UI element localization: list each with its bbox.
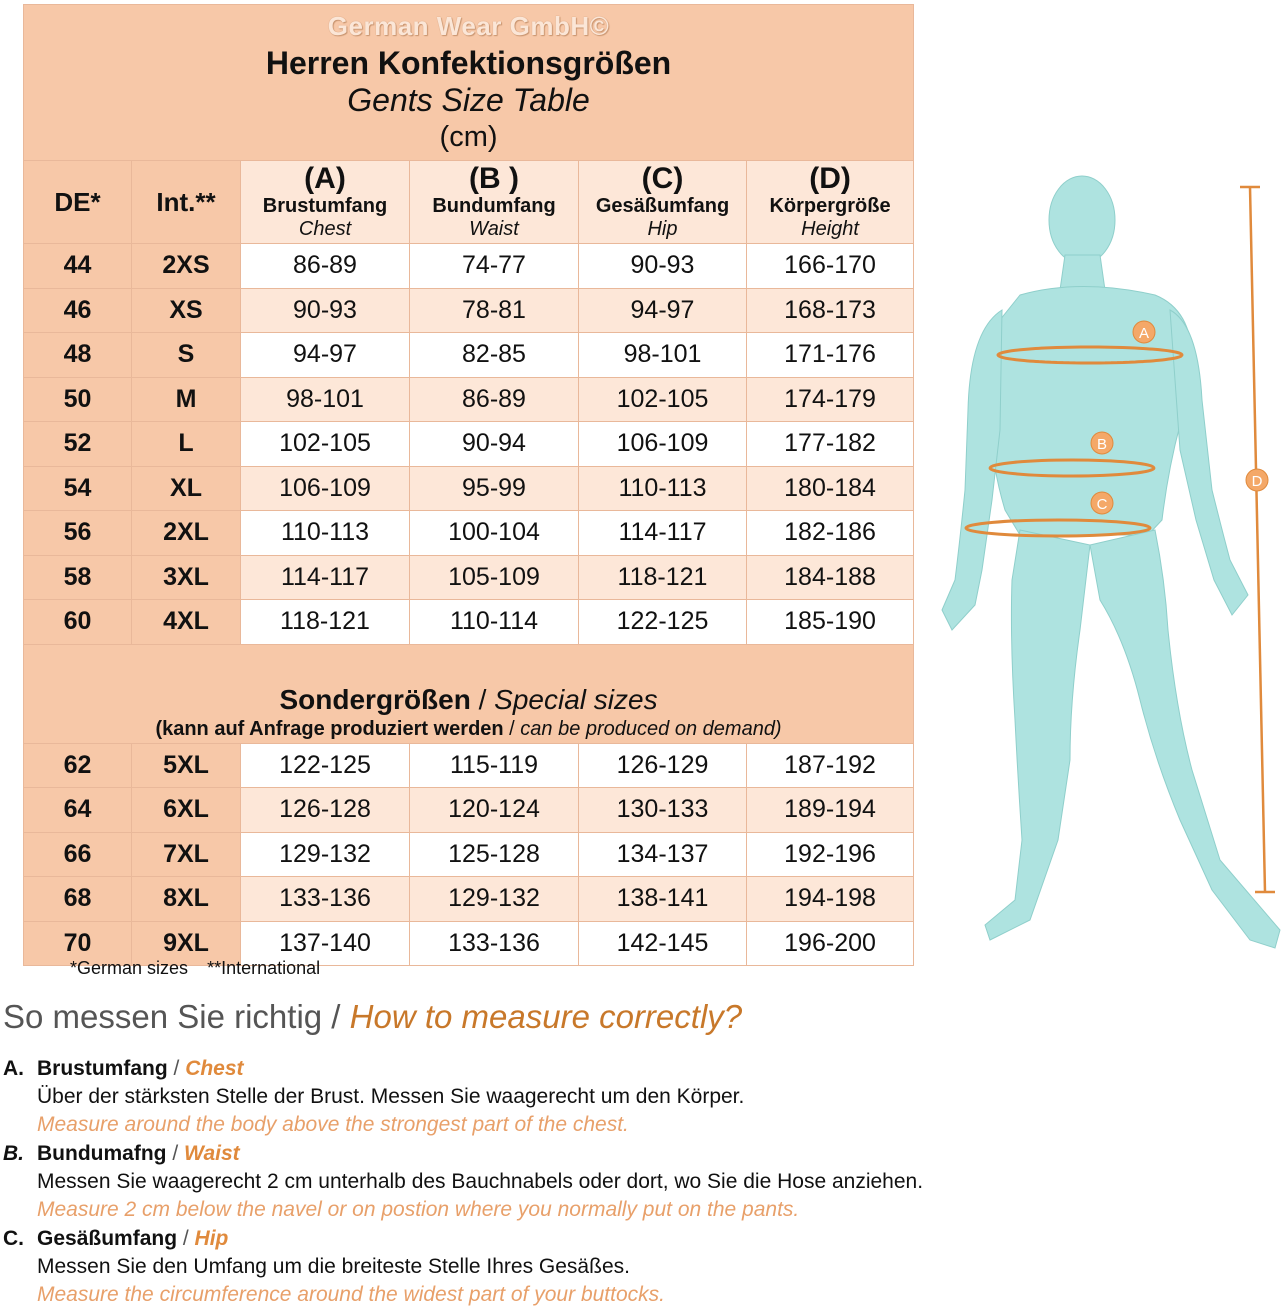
- table-row: [24, 288, 914, 333]
- table-cell: 105-109: [410, 555, 579, 600]
- table-cell: 106-109: [241, 466, 410, 511]
- footnote-international: **International: [207, 958, 321, 978]
- table-cell: 4XL: [132, 600, 241, 645]
- measure-item-hip: C. Gesäßumfang / Hip Messen Sie den Umfang um die breiteste Stelle Ihres Gesäßes. Measure the circumference around the widest part of your buttocks.: [3, 1227, 665, 1306]
- col-header-height: (D) Körpergröße Height: [747, 161, 914, 244]
- table-cell: 166-170: [747, 244, 914, 289]
- table-cell: 3XL: [132, 555, 241, 600]
- table-cell: 184-188: [747, 555, 914, 600]
- table-header: [24, 5, 914, 161]
- table-cell: 78-81: [410, 288, 579, 333]
- table-cell: 137-140: [241, 921, 410, 966]
- table-row: [24, 600, 914, 645]
- table-cell: 90-93: [241, 288, 410, 333]
- table-cell: 120-124: [410, 788, 579, 833]
- special-table-row: [24, 743, 914, 788]
- table-cell: 70: [24, 921, 132, 966]
- table-cell: 130-133: [579, 788, 747, 833]
- footnote: [70, 958, 334, 979]
- table-cell: 7XL: [132, 832, 241, 877]
- table-cell: 44: [24, 244, 132, 289]
- body-measurement-figure: [930, 160, 1286, 960]
- table-cell: 180-184: [747, 466, 914, 511]
- special-table-row: [24, 832, 914, 877]
- body-silhouette: [942, 176, 1280, 948]
- table-row: [24, 333, 914, 378]
- table-row: [24, 244, 914, 289]
- table-cell: 100-104: [410, 511, 579, 556]
- table-cell: S: [132, 333, 241, 378]
- table-cell: 102-105: [579, 377, 747, 422]
- col-header-de: DE*: [24, 161, 132, 244]
- table-cell: L: [132, 422, 241, 467]
- table-cell: 129-132: [241, 832, 410, 877]
- table-cell: 6XL: [132, 788, 241, 833]
- label-d: D: [1251, 473, 1263, 490]
- table-cell: 86-89: [410, 377, 579, 422]
- table-title-en: Gents Size Table: [347, 82, 590, 118]
- table-cell: 110-114: [410, 600, 579, 645]
- table-cell: 9XL: [132, 921, 241, 966]
- table-cell: 174-179: [747, 377, 914, 422]
- table-cell: 48: [24, 333, 132, 378]
- table-cell: 2XL: [132, 511, 241, 556]
- table-cell: 194-198: [747, 877, 914, 922]
- col-header-int: Int.**: [132, 161, 241, 244]
- table-cell: 66: [24, 832, 132, 877]
- table-title-de: Herren Konfektionsgrößen: [265, 45, 672, 81]
- table-cell: 60: [24, 600, 132, 645]
- table-cell: 171-176: [747, 333, 914, 378]
- table-cell: 122-125: [579, 600, 747, 645]
- table-cell: 118-121: [241, 600, 410, 645]
- table-cell: 187-192: [747, 743, 914, 788]
- table-cell: 182-186: [747, 511, 914, 556]
- table-cell: 8XL: [132, 877, 241, 922]
- table-cell: 2XS: [132, 244, 241, 289]
- table-cell: 94-97: [579, 288, 747, 333]
- special-sub-de: (kann auf Anfrage produziert werden: [155, 717, 504, 740]
- table-cell: XS: [132, 288, 241, 333]
- table-cell: 133-136: [410, 921, 579, 966]
- table-cell: M: [132, 377, 241, 422]
- table-cell: 114-117: [579, 511, 747, 556]
- measure-item-chest: A. Brustumfang / Chest Über der stärksten Stelle der Brust. Messen Sie waagerecht um den Körper. Measure around the body above the strongest part of the chest.: [3, 1057, 745, 1136]
- label-b: B: [1096, 436, 1108, 453]
- table-cell: 68: [24, 877, 132, 922]
- special-sizes-header: Sondergrößen / Special sizes (kann auf Anfrage produziert werden / can be produced on demand): [24, 644, 914, 743]
- table-cell: 50: [24, 377, 132, 422]
- table-cell: 95-99: [410, 466, 579, 511]
- label-a: A: [1138, 325, 1150, 342]
- brand-name: German Wear GmbH©: [327, 11, 610, 41]
- table-cell: 142-145: [579, 921, 747, 966]
- table-cell: 52: [24, 422, 132, 467]
- label-c: C: [1096, 496, 1108, 513]
- table-cell: 192-196: [747, 832, 914, 877]
- table-cell: 129-132: [410, 877, 579, 922]
- col-header-chest: (A) Brustumfang Chest: [241, 161, 410, 244]
- table-cell: 133-136: [241, 877, 410, 922]
- table-cell: 98-101: [241, 377, 410, 422]
- table-cell: 126-128: [241, 788, 410, 833]
- table-cell: 102-105: [241, 422, 410, 467]
- footnote-german: *German sizes: [70, 958, 189, 978]
- table-cell: 90-93: [579, 244, 747, 289]
- table-cell: 94-97: [241, 333, 410, 378]
- table-cell: 134-137: [579, 832, 747, 877]
- table-cell: 122-125: [241, 743, 410, 788]
- table-cell: 196-200: [747, 921, 914, 966]
- table-row: [24, 377, 914, 422]
- table-cell: 86-89: [241, 244, 410, 289]
- table-cell: 90-94: [410, 422, 579, 467]
- table-cell: 125-128: [410, 832, 579, 877]
- table-cell: 115-119: [410, 743, 579, 788]
- table-cell: 46: [24, 288, 132, 333]
- table-cell: 62: [24, 743, 132, 788]
- table-cell: 58: [24, 555, 132, 600]
- table-cell: 82-85: [410, 333, 579, 378]
- height-measure-line: [1240, 187, 1275, 892]
- table-cell: 74-77: [410, 244, 579, 289]
- table-row: [24, 422, 914, 467]
- table-cell: 114-117: [241, 555, 410, 600]
- table-cell: 110-113: [579, 466, 747, 511]
- special-title-de: Sondergrößen: [279, 683, 471, 715]
- special-sub-en: can be produced on demand): [520, 717, 782, 740]
- table-cell: 189-194: [747, 788, 914, 833]
- measure-item-waist: B. Bundumafng / Waist Messen Sie waagerecht 2 cm unterhalb des Bauchnabels oder dort, wo Sie die Hose anziehen. Measure 2 cm below the navel or on postion where you normally put on the pants.: [3, 1142, 924, 1221]
- table-cell: 54: [24, 466, 132, 511]
- special-table-row: [24, 788, 914, 833]
- table-cell: 106-109: [579, 422, 747, 467]
- table-cell: 118-121: [579, 555, 747, 600]
- table-cell: 56: [24, 511, 132, 556]
- table-cell: 110-113: [241, 511, 410, 556]
- table-cell: 138-141: [579, 877, 747, 922]
- col-header-waist: (B ) Bundumfang Waist: [410, 161, 579, 244]
- table-row: [24, 511, 914, 556]
- table-row: [24, 466, 914, 511]
- howto-heading: So messen Sie richtig / How to measure correctly?: [3, 998, 743, 1035]
- table-cell: 177-182: [747, 422, 914, 467]
- table-unit: (cm): [439, 121, 498, 153]
- table-cell: 185-190: [747, 600, 914, 645]
- table-cell: 126-129: [579, 743, 747, 788]
- table-row: [24, 555, 914, 600]
- table-cell: 168-173: [747, 288, 914, 333]
- table-cell: 64: [24, 788, 132, 833]
- table-cell: XL: [132, 466, 241, 511]
- table-cell: 5XL: [132, 743, 241, 788]
- table-cell: 98-101: [579, 333, 747, 378]
- size-table: [23, 4, 913, 966]
- col-header-hip: (C) Gesäßumfang Hip: [579, 161, 747, 244]
- special-title-en: Special sizes: [494, 683, 658, 715]
- special-table-row: [24, 877, 914, 922]
